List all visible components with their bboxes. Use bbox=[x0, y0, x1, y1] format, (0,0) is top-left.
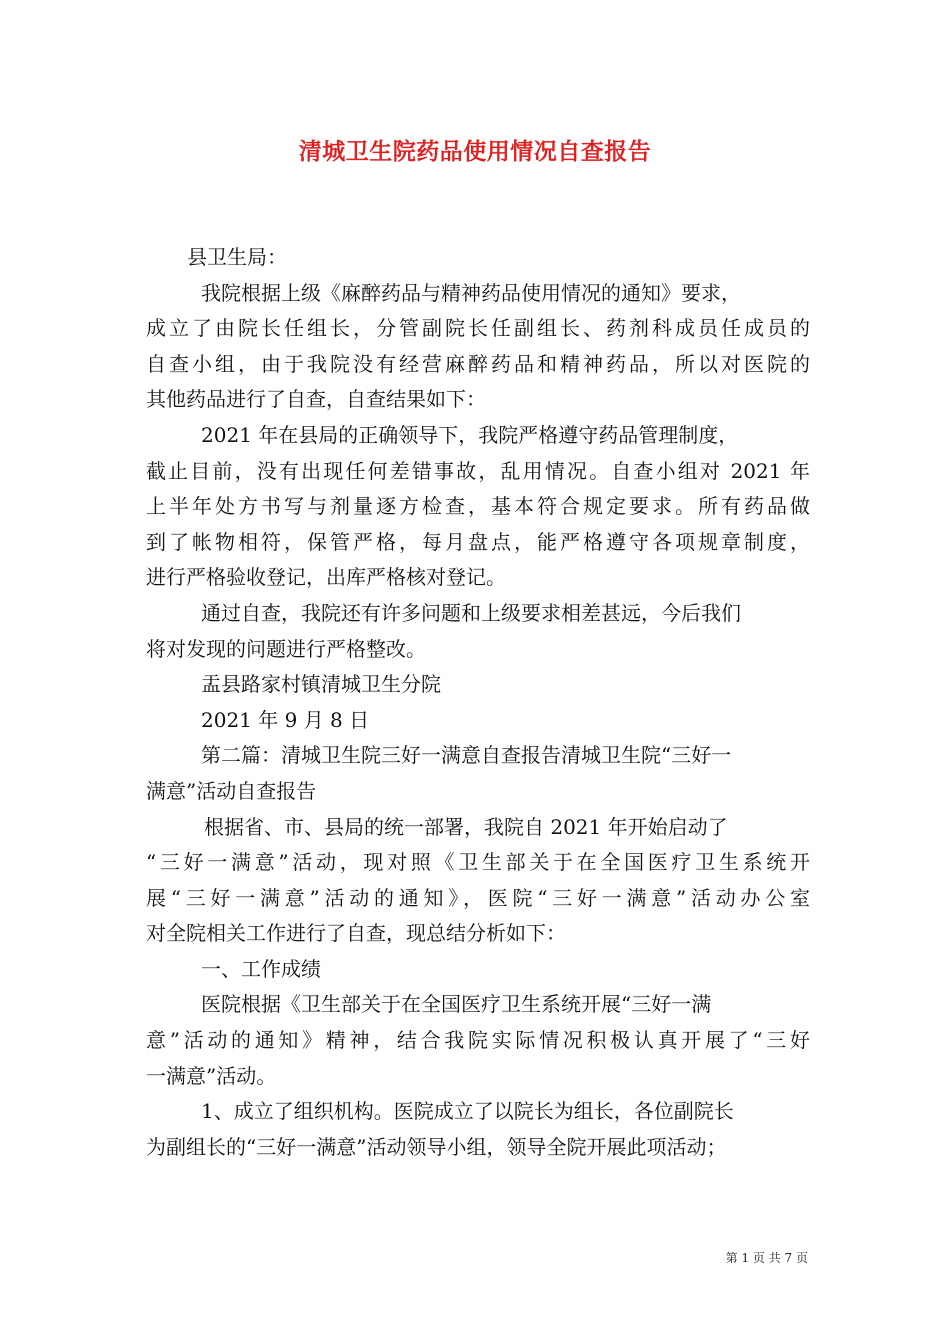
paragraph-line: 意”活动的通知》精神，结合我院实际情况积极认真开展了“三好 bbox=[146, 1028, 810, 1053]
paragraph-line: 将对发现的问题进行严格整改。 bbox=[146, 636, 426, 661]
section-heading-line: 第二篇：清城卫生院三好一满意自查报告清城卫生院“三好一 bbox=[201, 743, 732, 768]
paragraph-line: 根据省、市、县局的统一部署，我院自 2021 年开始启动了 bbox=[204, 814, 728, 839]
section-heading-line: 满意”活动自查报告 bbox=[146, 778, 317, 803]
salutation-line: 县卫生局： bbox=[187, 245, 287, 269]
document-body bbox=[146, 240, 810, 1165]
paragraph-line: 其他药品进行了自查，自查结果如下： bbox=[146, 387, 486, 412]
paragraph-line: 1、成立了组织机构。医院成立了以院长为组长，各位副院长 bbox=[201, 1099, 734, 1124]
page-number-footer: 第 1 页 共 7 页 bbox=[725, 1251, 808, 1265]
paragraph-line: 一满意”活动。 bbox=[146, 1063, 277, 1088]
paragraph-line: 成立了由院长任组长，分管副院长任副组长、药剂科成员任成员的 bbox=[146, 316, 810, 341]
paragraph-line: 2021 年在县局的正确领导下，我院严格遵守药品管理制度， bbox=[201, 422, 739, 447]
paragraph-line: 自查小组，由于我院没有经营麻醉药品和精神药品，所以对医院的 bbox=[146, 351, 810, 376]
paragraph-line: 通过自查，我院还有许多问题和上级要求相差甚远，今后我们 bbox=[201, 600, 741, 625]
paragraph-line: 为副组长的“三好一满意”活动领导小组，领导全院开展此项活动； bbox=[146, 1134, 727, 1159]
paragraph-line: 对全院相关工作进行了自查，现总结分析如下： bbox=[146, 921, 566, 946]
signature-date: 2021 年 9 月 8 日 bbox=[201, 707, 370, 732]
paragraph-line: 上半年处方书写与剂量逐方检查，基本符合规定要求。所有药品做 bbox=[146, 494, 810, 519]
paragraph-line: “三好一满意”活动，现对照《卫生部关于在全国医疗卫生系统开 bbox=[146, 850, 810, 875]
subsection-heading: 一、工作成绩 bbox=[201, 956, 321, 981]
paragraph-line: 截止目前，没有出现任何差错事故，乱用情况。自查小组对 2021 年 bbox=[146, 458, 810, 483]
document-title: 清城卫生院药品使用情况自查报告 bbox=[298, 138, 652, 165]
paragraph-line: 我院根据上级《麻醉药品与精神药品使用情况的通知》要求， bbox=[201, 280, 741, 305]
paragraph-line: 展“三好一满意”活动的通知》，医院“三好一满意”活动办公室 bbox=[146, 885, 810, 910]
paragraph-line: 医院根据《卫生部关于在全国医疗卫生系统开展“三好一满 bbox=[201, 992, 712, 1017]
paragraph-line: 到了帐物相符，保管严格，每月盘点，能严格遵守各项规章制度， bbox=[146, 529, 810, 554]
signature-organization: 盂县路家村镇清城卫生分院 bbox=[201, 672, 441, 697]
paragraph-line: 进行严格验收登记，出库严格核对登记。 bbox=[146, 565, 506, 590]
